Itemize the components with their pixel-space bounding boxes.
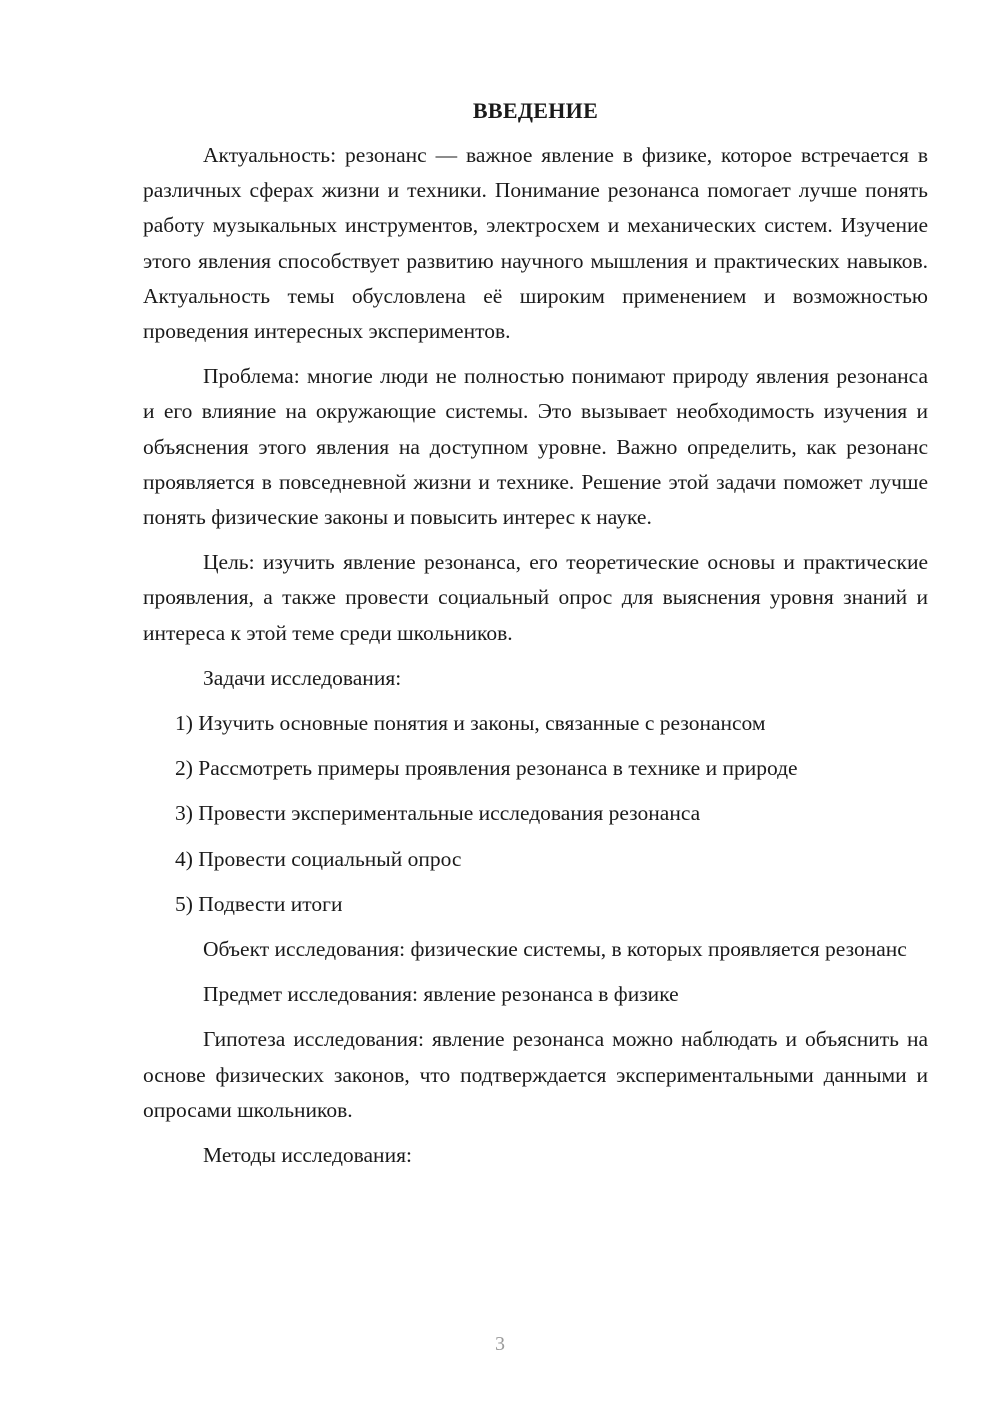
goal-paragraph: Цель: изучить явление резонанса, его теоретические основы и практические проявления, а также провести социальный опрос для выяснения уровня знаний и интереса к этой теме среди школьников. bbox=[143, 550, 928, 645]
document-page bbox=[143, 96, 928, 1173]
page-number: 3 bbox=[495, 1333, 505, 1355]
list-item: 5) Подвести итоги bbox=[175, 891, 343, 916]
list-item: 2) Рассмотреть примеры проявления резонанса в технике и природе bbox=[175, 756, 798, 781]
list-item: 4) Провести социальный опрос bbox=[175, 846, 462, 871]
list-item: 1) Изучить основные понятия и законы, связанные с резонансом bbox=[175, 711, 766, 736]
section-heading: ВВЕДЕНИЕ bbox=[472, 98, 599, 123]
list-item: 3) Провести экспериментальные исследования резонанса bbox=[175, 801, 701, 826]
hypothesis-paragraph: Гипотеза исследования: явление резонанса можно наблюдать и объяснить на основе физических законов, что подтверждается экспериментальными данными и опросами школьников. bbox=[143, 1027, 928, 1122]
object-paragraph: Объект исследования: физические системы, в которых проявляется резонанс bbox=[203, 937, 907, 962]
tasks-title: Задачи исследования: bbox=[203, 665, 402, 690]
relevance-paragraph: Актуальность: резонанс — важное явление в физике, которое встречается в различных сферах жизни и техники. Понимание резонанса помогает лучше понять работу музыкальных инструментов, электросхем и механических систем. Изучение этого явления способствует развитию научного мышления и практических навыков. Актуальность темы обусловлена её широким применением и возможностью проведения интересных экспериментов. bbox=[143, 143, 928, 344]
tasks-list bbox=[143, 706, 928, 922]
problem-paragraph: Проблема: многие люди не полностью понимают природу явления резонанса и его влияние на окружающие системы. Это вызывает необходимость изучения и объяснения этого явления на доступном уровне. Важно определить, как резонанс проявляется в повседневной жизни и технике. Решение этой задачи поможет лучше понять физические законы и повысить интерес к науке. bbox=[143, 364, 928, 530]
subject-paragraph: Предмет исследования: явление резонанса в физике bbox=[203, 982, 679, 1007]
methods-title: Методы исследования: bbox=[203, 1143, 412, 1168]
